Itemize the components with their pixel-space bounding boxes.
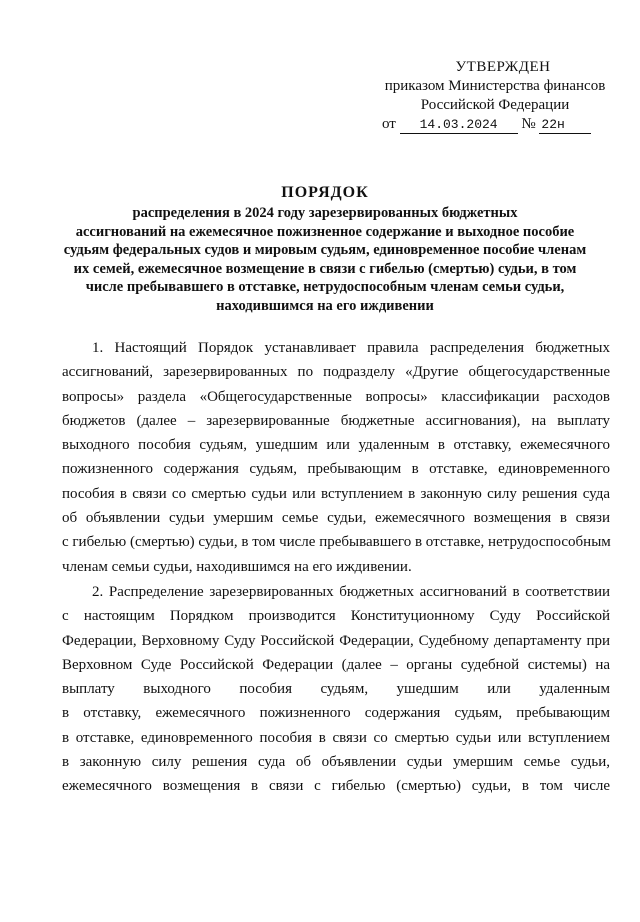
approval-line-ministry: приказом Министерства финансов: [384, 78, 606, 94]
date-prefix: от: [382, 116, 396, 132]
text-line: вопросы» раздела «Общегосударственные вопросы» классификации расходов: [62, 388, 610, 405]
text-line: об объявлении судьи умершим семье судьи, ежемесячного возмещения в связи: [62, 510, 610, 527]
document-body: [62, 336, 610, 799]
text-line: в отставку, ежемесячного пожизненного содержания судьям, пребывающим: [62, 705, 610, 722]
title-line: распределения в 2024 году зарезервированных бюджетных: [132, 205, 518, 221]
text-line: выплату выходного пособия судьям, ушедшим или удаленным: [62, 681, 610, 698]
text-line: выходного пособия судьям, ушедшим или удаленным в отставку, ежемесячного: [62, 437, 610, 454]
text-line: в законную силу решения суда об объявлении судьи умершим семье судьи,: [62, 754, 610, 771]
text-line: с гибелью (смертью) судьи, в том числе пребывавшего в отставке, нетрудоспособным: [62, 534, 611, 551]
text-line: ассигнований, зарезервированных по подразделу «Другие общегосударственные: [62, 364, 610, 381]
paragraph-2: [62, 580, 610, 799]
order-date: 14.03.2024: [400, 117, 518, 134]
title-line: ассигнований на ежемесячное пожизненное содержание и выходное пособие: [75, 223, 575, 240]
text-line: пожизненного содержания судьям, пребывающим в отставке, единовременного: [62, 461, 610, 478]
title-line: числе пребывавшего в отставке, нетрудоспособным членам семьи судьи,: [85, 279, 565, 295]
approval-stamp: [370, 58, 620, 134]
title-line: судьям федеральных судов и мировым судьям, единовременное пособие членам: [63, 242, 587, 258]
text-line: в отставке, единовременного пособия в связи со смертью судьи или вступлением: [62, 729, 610, 746]
order-number: 22н: [539, 117, 591, 134]
title-line: находившимся на его иждивении: [216, 297, 434, 314]
document-title: [60, 183, 590, 315]
approval-reference: [382, 115, 620, 134]
number-prefix: №: [521, 116, 536, 132]
text-line: 2. Распределение зарезервированных бюджетных ассигнований в соответствии: [92, 583, 610, 600]
title-subtitle: [60, 204, 590, 315]
text-line: с настоящим Порядком производится Конституционному Суду Российской: [62, 608, 610, 625]
text-line: Федерации, Верховному Суду Российской Федерации, Судебному департаменту при: [62, 632, 610, 649]
text-line: пособия в связи со смертью судьи или вступлением в законную силу решения суда: [62, 485, 610, 502]
title-main: ПОРЯДОК: [281, 184, 369, 201]
title-line: их семей, ежемесячное возмещение в связи с гибелью (смертью) судьи, в том: [73, 260, 577, 277]
text-line: членам семьи судьи, находившимся на его иждивении.: [62, 558, 412, 575]
text-line: Верховном Суде Российской Федерации (далее – органы судебной системы) на: [62, 656, 610, 673]
text-line: бюджетов (далее – зарезервированные бюджетные ассигнования), на выплату: [62, 412, 610, 429]
paragraph-1: [62, 336, 610, 579]
approval-heading: УТВЕРЖДЕН: [455, 59, 551, 75]
text-line: ежемесячного возмещения в связи с гибелью (смертью) судьи, в том числе: [62, 778, 610, 795]
approval-line-federation: Российской Федерации: [420, 97, 570, 113]
text-line: 1. Настоящий Порядок устанавливает правила распределения бюджетных: [92, 340, 610, 356]
